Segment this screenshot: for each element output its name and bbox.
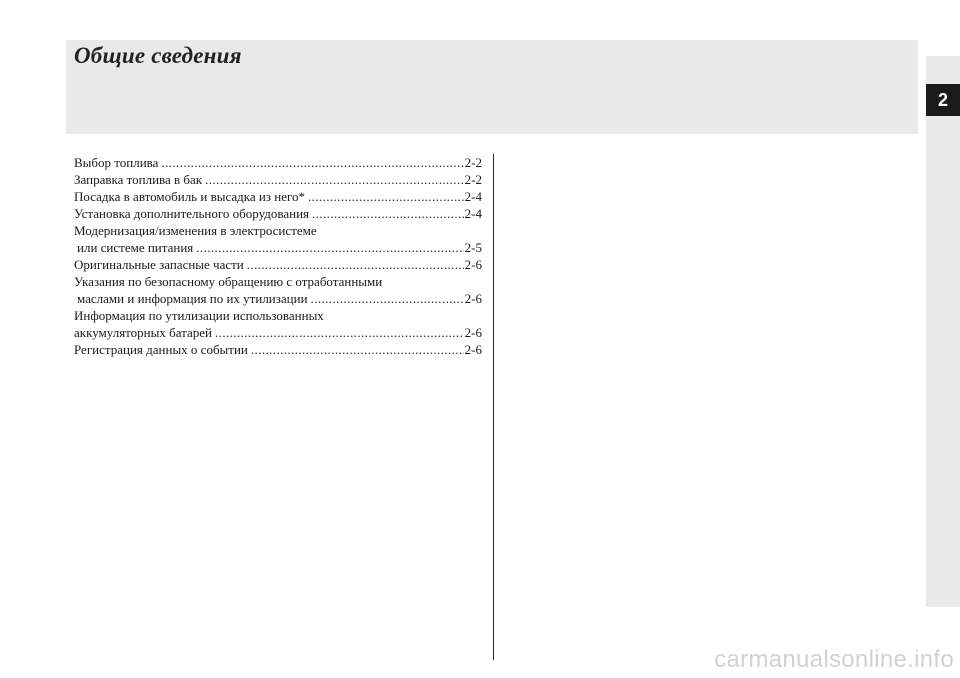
toc-entry-event-data-recording[interactable] xyxy=(74,341,482,358)
toc-entry-electrical-modification-line1[interactable] xyxy=(74,222,482,239)
toc-dot-leader xyxy=(196,239,463,256)
toc-entry-additional-equipment[interactable] xyxy=(74,205,482,222)
toc-dot-leader xyxy=(161,154,463,171)
section-header-band xyxy=(66,40,918,134)
toc-entry-text: Указания по безопасному обращению с отработанными xyxy=(74,274,383,289)
toc-page-number: 2-5 xyxy=(464,240,482,255)
toc-entry-text: маслами и информация по их утилизации xyxy=(77,291,308,306)
toc-entry-text: Оригинальные запасные части xyxy=(74,257,244,272)
toc-entry-text: Заправка топлива в бак xyxy=(74,172,203,187)
toc-page-number: 2-6 xyxy=(464,325,482,340)
toc-entry-text: Установка дополнительного оборудования xyxy=(74,206,310,221)
toc-entry-text: Информация по утилизации использованных xyxy=(74,308,324,323)
chapter-number-badge[interactable]: 2 xyxy=(926,84,960,116)
watermark: carmanualsonline.info xyxy=(714,646,954,673)
toc-page-number: 2-6 xyxy=(464,342,482,357)
toc-entry-text: Выбор топлива xyxy=(74,155,159,170)
toc-entry-text: аккумуляторных батарей xyxy=(74,325,213,340)
toc-entry-text: Посадка в автомобиль и высадка из него* xyxy=(74,189,305,204)
toc-dot-leader xyxy=(312,205,464,222)
toc-entry-battery-disposal-line1[interactable] xyxy=(74,307,482,324)
toc-entry-used-oil-line1[interactable] xyxy=(74,273,482,290)
toc-page-number: 2-4 xyxy=(464,189,482,204)
toc-page-number: 2-6 xyxy=(464,291,482,306)
toc-entry-genuine-parts[interactable] xyxy=(74,256,482,273)
page-title: Общие сведения xyxy=(74,43,242,68)
toc-entry-text: Модернизация/изменения в электросистеме xyxy=(74,223,317,238)
toc-entry-fuel-selection[interactable] xyxy=(74,154,482,171)
toc-page-number: 2-2 xyxy=(464,172,482,187)
toc-dot-leader xyxy=(308,188,464,205)
toc-dot-leader xyxy=(251,341,464,358)
toc-entry-text: Регистрация данных о событии xyxy=(74,342,248,357)
chapter-side-tab xyxy=(926,56,960,607)
toc-dot-leader xyxy=(311,290,464,307)
table-of-contents xyxy=(74,154,482,358)
toc-page-number: 2-6 xyxy=(464,257,482,272)
toc-dot-leader xyxy=(247,256,464,273)
toc-page-number: 2-2 xyxy=(464,155,482,170)
toc-entry-entering-exiting[interactable] xyxy=(74,188,482,205)
toc-page-number: 2-4 xyxy=(464,206,482,221)
toc-entry-refueling[interactable] xyxy=(74,171,482,188)
toc-entry-used-oil[interactable] xyxy=(74,290,482,307)
toc-entry-text: или системе питания xyxy=(77,240,194,255)
toc-entry-electrical-modification[interactable] xyxy=(74,239,482,256)
toc-dot-leader xyxy=(215,324,464,341)
toc-entry-battery-disposal[interactable] xyxy=(74,324,482,341)
toc-dot-leader xyxy=(205,171,464,188)
column-divider xyxy=(493,154,494,660)
